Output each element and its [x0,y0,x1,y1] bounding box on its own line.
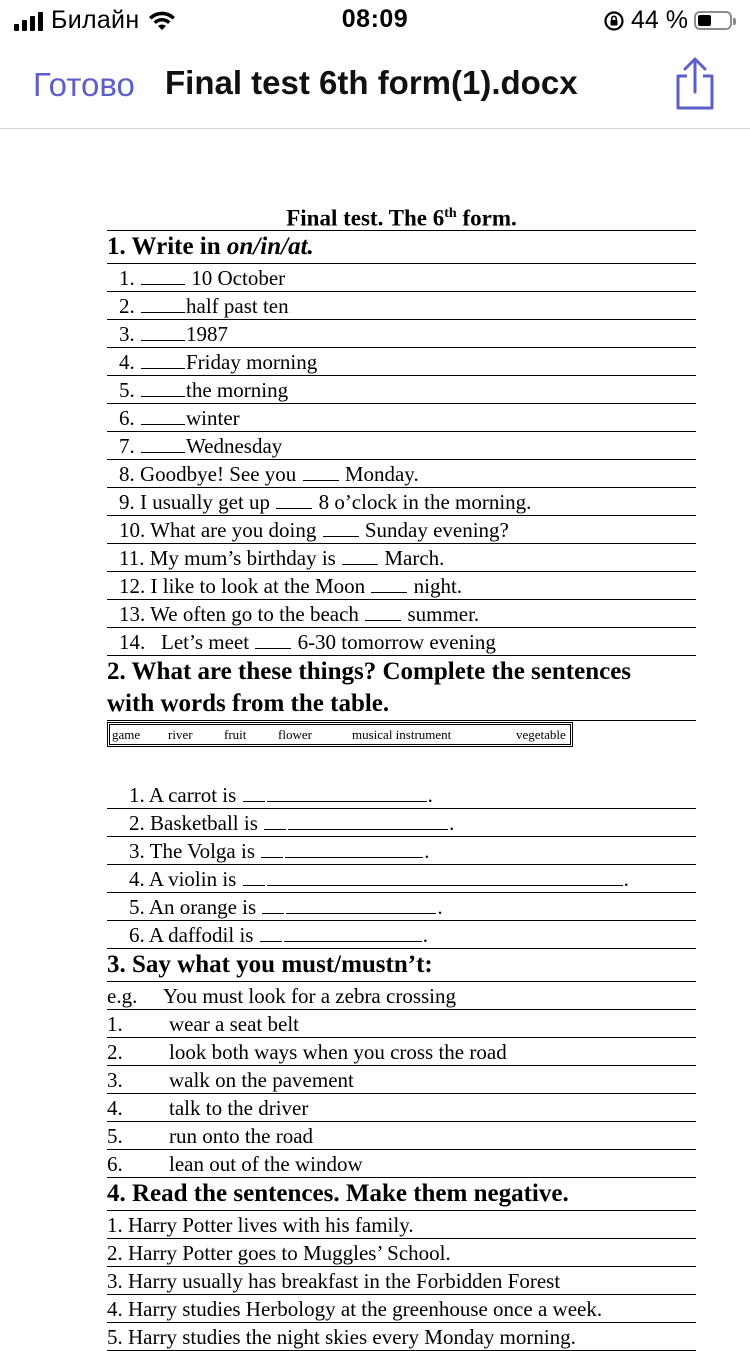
section-2-title-line2: with words from the table. [107,688,696,721]
section-2-title: 2. What are these things? Complete the sentences [107,658,632,685]
example-line: e.g. You must look for a zebra crossing [107,982,696,1010]
list-item: 3. 1987 [107,320,696,348]
battery-percent: 44 % [631,6,688,34]
word-cell: game [112,727,141,742]
section-3-title: 3. Say what you must/mustn’t: [107,949,696,982]
list-item: 8. Goodbye! See you Monday. [107,460,696,488]
word-cell: flower [278,727,312,742]
section-4-title: 4. Read the sentences. Make them negative. [107,1178,696,1211]
list-item: 2. look both ways when you cross the road [107,1038,696,1066]
list-item: 10. What are you doing Sunday evening? [107,516,696,544]
list-item: 14. Let’s meet 6-30 tomorrow evening [107,628,696,656]
rotation-lock-icon [603,10,625,32]
list-item: 4. talk to the driver [107,1094,696,1122]
list-item: 1. wear a seat belt [107,1010,696,1038]
list-item: 13. We often go to the beach summer. [107,600,696,628]
document-heading: Final test. The 6th form. [107,196,696,231]
list-item: 1. A carrot is . [107,781,696,809]
list-item: 5. An orange is . [107,893,696,921]
document-title: Final test 6th form(1).docx [165,64,578,101]
list-item: 4. Harry studies Herbology at the greenhouse once a week. [107,1295,696,1323]
word-cell: fruit [224,727,247,742]
list-item: 3. The Volga is . [107,837,696,865]
list-item: 6. A daffodil is . [107,921,696,949]
list-item: 3. Harry usually has breakfast in the Forbidden Forest [107,1267,696,1295]
list-item: 1. Harry Potter lives with his family. [107,1211,696,1239]
battery-icon [694,11,732,30]
list-item: 2. half past ten [107,292,696,320]
list-item: 7. Wednesday [107,432,696,460]
word-table [109,724,571,745]
carrier-name: Билайн [51,6,140,34]
section-1-title: 1. Write in on/in/at. [107,231,696,264]
list-item: 6. lean out of the window [107,1150,696,1178]
list-item: 6. winter [107,404,696,432]
word-cell: river [168,727,193,742]
list-item: 1. 10 October [107,264,696,292]
list-item: 4. A violin is . [107,865,696,893]
list-item: 2. Basketball is . [107,809,696,837]
word-cell: vegetable [516,727,566,742]
list-item: 5. run onto the road [107,1122,696,1150]
list-item: 9. I usually get up 8 o’clock in the morning. [107,488,696,516]
list-item: 2. Harry Potter goes to Muggles’ School. [107,1239,696,1267]
clock: 08:09 [341,5,409,33]
done-button[interactable]: Готово [33,66,135,103]
word-cell: musical instrument [352,727,452,742]
list-item: 5. Harry studies the night skies every Monday morning. [107,1323,696,1351]
status-bar [0,0,750,44]
list-item: 11. My mum’s birthday is March. [107,544,696,572]
list-item: 12. I like to look at the Moon night. [107,572,696,600]
list-item: 4. Friday morning [107,348,696,376]
list-item: 3. walk on the pavement [107,1066,696,1094]
navigation-bar [0,44,750,129]
document-page [107,196,696,1351]
battery-level [698,15,711,26]
share-icon[interactable] [672,56,718,112]
list-item: 5. the morning [107,376,696,404]
